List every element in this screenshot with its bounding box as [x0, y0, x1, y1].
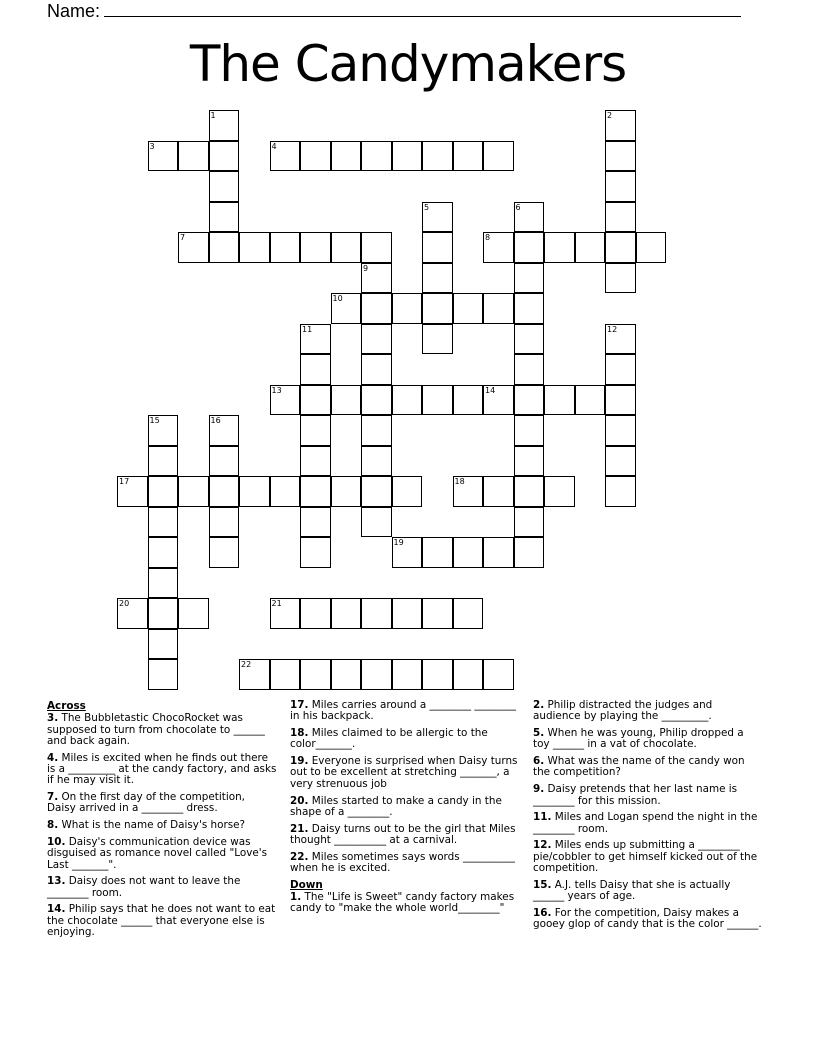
grid-cell[interactable]: [361, 446, 392, 477]
clue-num: 7.: [47, 791, 59, 804]
grid-cell[interactable]: [483, 537, 514, 568]
grid-cell[interactable]: [331, 141, 362, 172]
clue-text: For the competition, Daisy makes a gooey glop of candy that is the color ______.: [533, 906, 762, 931]
grid-cell[interactable]: [300, 232, 331, 263]
grid-cell[interactable]: [300, 659, 331, 690]
grid-cell[interactable]: [178, 598, 209, 629]
grid-cell[interactable]: [239, 476, 270, 507]
clue-item: [533, 908, 763, 931]
grid-cell[interactable]: [209, 446, 240, 477]
grid-cell[interactable]: [605, 263, 636, 294]
grid-cell[interactable]: [148, 568, 179, 599]
clue-item: [47, 837, 277, 871]
clue-item: [533, 812, 763, 835]
grid-cell[interactable]: [605, 476, 636, 507]
grid-cell[interactable]: [422, 537, 453, 568]
grid-cell[interactable]: [331, 476, 362, 507]
grid-cell[interactable]: [453, 537, 484, 568]
clue-number: 17: [119, 477, 130, 486]
grid-cell[interactable]: [514, 293, 545, 324]
grid-cell[interactable]: [453, 141, 484, 172]
clue-item: [533, 880, 763, 903]
clue-item: [47, 713, 277, 747]
clue-number: 5: [424, 202, 430, 212]
clue-number: 10: [332, 294, 343, 303]
grid-cell[interactable]: [483, 476, 514, 507]
grid-cell[interactable]: [300, 537, 331, 568]
grid-cell[interactable]: [605, 202, 636, 233]
grid-cell[interactable]: [544, 476, 575, 507]
grid-cell[interactable]: [361, 507, 392, 538]
clue-text: Miles sometimes says words __________ when he is excited.: [290, 850, 515, 875]
grid-cell[interactable]: [453, 598, 484, 629]
grid-cell[interactable]: [361, 415, 392, 446]
clue-num: 6.: [533, 755, 545, 768]
grid-cell[interactable]: [361, 232, 392, 263]
clue-number: 19: [393, 538, 404, 547]
grid-cell[interactable]: [636, 232, 667, 263]
clue-text: A.J. tells Daisy that she is actually ______ years of age.: [533, 878, 731, 903]
name-label: Name:: [47, 1, 101, 21]
clue-number: 20: [119, 599, 130, 608]
grid-cell[interactable]: [422, 263, 453, 294]
clue-text: Philip distracted the judges and audience by playing the _________.: [533, 699, 713, 723]
clue-number: 6: [515, 202, 521, 212]
grid-cell[interactable]: [300, 354, 331, 385]
grid-cell[interactable]: [209, 537, 240, 568]
clue-text: The Bubbletastic ChocoRocket was supposed to turn from chocolate to ______ and back again.: [47, 712, 265, 747]
grid-cell[interactable]: [575, 385, 606, 416]
clue-item: [533, 756, 763, 779]
clue-number: 11: [302, 324, 313, 334]
down-clues-continued: [533, 700, 763, 936]
clue-text: On the first day of the competition, Daisy arrived in a ________ dress.: [47, 791, 245, 815]
clue-item: [290, 728, 520, 751]
clue-num: 21.: [290, 822, 309, 835]
clue-num: 8.: [47, 819, 59, 832]
grid-cell[interactable]: [270, 232, 301, 263]
clue-text: Miles is excited when he finds out there is a _________ at the candy factory, and asks if he may visit it.: [47, 751, 277, 787]
clue-number: 16: [210, 416, 221, 425]
clue-item: [290, 892, 520, 915]
clue-text: Miles started to make a candy in the shape of a ________.: [290, 794, 502, 818]
clue-text: Everyone is surprised when Daisy turns out to be excellent at stretching _______, a very strenuous job: [290, 755, 518, 790]
grid-cell[interactable]: [331, 659, 362, 690]
grid-cell[interactable]: [300, 507, 331, 538]
grid-cell[interactable]: [514, 232, 545, 263]
grid-cell[interactable]: [605, 446, 636, 477]
clue-number: 7: [180, 233, 186, 242]
grid-cell[interactable]: [239, 232, 270, 263]
clue-number: 15: [149, 416, 160, 425]
grid-cell[interactable]: [209, 476, 240, 507]
grid-cell[interactable]: [392, 659, 423, 690]
clue-number: 14: [485, 385, 496, 395]
clue-text: Miles claimed to be allergic to the color_______.: [290, 727, 488, 751]
down-heading: Down: [290, 878, 323, 891]
grid-cell[interactable]: [300, 598, 331, 629]
clue-num: 12.: [533, 839, 552, 852]
clue-num: 16.: [533, 906, 552, 919]
clue-text: Miles carries around a ________ ________ in his backpack.: [290, 699, 516, 723]
grid-cell[interactable]: [209, 141, 240, 172]
clue-item: [290, 796, 520, 819]
grid-cell[interactable]: [422, 293, 453, 324]
clue-item: [533, 784, 763, 807]
grid-cell[interactable]: [392, 141, 423, 172]
grid-cell[interactable]: [605, 354, 636, 385]
grid-cell[interactable]: [300, 415, 331, 446]
grid-cell[interactable]: [148, 598, 179, 629]
clue-item: [47, 876, 277, 899]
clue-num: 15.: [533, 878, 552, 891]
clue-text: Miles ends up submitting a ________ pie/cobbler to get himself kicked out of the competition.: [533, 839, 758, 875]
grid-cell[interactable]: [361, 324, 392, 355]
grid-cell[interactable]: [514, 385, 545, 416]
grid-cell[interactable]: [605, 385, 636, 416]
grid-cell[interactable]: [514, 415, 545, 446]
clue-item: [533, 700, 763, 723]
grid-cell[interactable]: [300, 446, 331, 477]
clue-num: 19.: [290, 755, 309, 768]
clue-num: 1.: [290, 891, 302, 904]
grid-cell[interactable]: [605, 141, 636, 172]
grid-cell[interactable]: [148, 476, 179, 507]
grid-cell[interactable]: [422, 324, 453, 355]
grid-cell[interactable]: [422, 659, 453, 690]
clue-num: 10.: [47, 835, 66, 848]
clue-num: 5.: [533, 727, 545, 740]
grid-cell[interactable]: [453, 385, 484, 416]
clue-num: 9.: [533, 783, 545, 796]
clue-text: What was the name of the candy won the competition?: [533, 755, 745, 779]
grid-cell[interactable]: [605, 171, 636, 202]
grid-cell[interactable]: [422, 141, 453, 172]
grid-cell[interactable]: [270, 476, 301, 507]
clue-item: [533, 728, 763, 751]
grid-cell[interactable]: [514, 537, 545, 568]
grid-cell[interactable]: [453, 293, 484, 324]
clue-num: 22.: [290, 850, 309, 863]
grid-cell[interactable]: [148, 537, 179, 568]
grid-cell[interactable]: [148, 659, 179, 690]
grid-cell[interactable]: [514, 446, 545, 477]
clue-text: Daisy pretends that her last name is ________ for this mission.: [533, 783, 738, 807]
clue-num: 20.: [290, 794, 309, 807]
grid-cell[interactable]: [483, 659, 514, 690]
grid-cell[interactable]: [483, 141, 514, 172]
grid-cell[interactable]: [392, 293, 423, 324]
clue-number: 13: [271, 385, 282, 395]
clue-item: [290, 824, 520, 847]
grid-cell[interactable]: [361, 141, 392, 172]
grid-cell[interactable]: [300, 476, 331, 507]
across-clues-continued: [290, 700, 520, 920]
clue-number: 12: [607, 324, 618, 334]
grid-cell[interactable]: [392, 476, 423, 507]
grid-cell[interactable]: [270, 659, 301, 690]
clue-item: [47, 792, 277, 815]
clue-item: [290, 700, 520, 723]
clue-num: 11.: [533, 811, 552, 824]
clue-text: Daisy's communication device was disguised as romance novel called "Love's Last _______".: [47, 835, 268, 871]
grid-cell[interactable]: [300, 385, 331, 416]
clue-number: 22: [241, 660, 252, 669]
grid-cell[interactable]: [361, 385, 392, 416]
grid-cell[interactable]: [422, 232, 453, 263]
grid-cell[interactable]: [331, 385, 362, 416]
clue-number: 3: [149, 141, 155, 151]
clue-item: [47, 820, 277, 831]
clue-text: When he was young, Philip dropped a toy ______ in a vat of chocolate.: [533, 727, 744, 751]
clue-item: [533, 840, 763, 874]
clue-num: 3.: [47, 712, 59, 725]
grid-cell[interactable]: [514, 263, 545, 294]
grid-cell[interactable]: [148, 507, 179, 538]
clue-text: Miles and Logan spend the night in the ________ room.: [533, 811, 758, 835]
clue-text: What is the name of Daisy's horse?: [58, 819, 246, 832]
grid-cell[interactable]: [483, 293, 514, 324]
page-title: The Candymakers: [189, 35, 627, 93]
grid-cell[interactable]: [514, 476, 545, 507]
grid-cell[interactable]: [392, 598, 423, 629]
clue-number: 4: [271, 141, 277, 151]
grid-cell[interactable]: [392, 385, 423, 416]
clue-num: 13.: [47, 875, 66, 888]
grid-cell[interactable]: [422, 598, 453, 629]
clue-item: [47, 753, 277, 787]
grid-cell[interactable]: [361, 354, 392, 385]
grid-cell[interactable]: [331, 598, 362, 629]
clue-number: 9: [363, 263, 369, 273]
grid-cell[interactable]: [514, 354, 545, 385]
across-clues: [47, 700, 277, 944]
clue-num: 18.: [290, 727, 309, 740]
grid-cell[interactable]: [361, 659, 392, 690]
clue-text: Daisy turns out to be the girl that Miles thought __________ at a carnival.: [290, 822, 516, 846]
grid-cell[interactable]: [422, 385, 453, 416]
clue-number: 18: [454, 477, 465, 486]
grid-cell[interactable]: [361, 293, 392, 324]
clue-num: 14.: [47, 903, 66, 916]
clue-number: 21: [271, 599, 282, 608]
grid-cell[interactable]: [209, 232, 240, 263]
grid-cell[interactable]: [178, 476, 209, 507]
grid-cell[interactable]: [605, 232, 636, 263]
clue-text: Philip says that he does not want to eat the chocolate ______ that everyone else is enjoying.: [47, 903, 276, 939]
grid-cell[interactable]: [148, 446, 179, 477]
grid-cell[interactable]: [544, 385, 575, 416]
clue-number: 2: [607, 111, 613, 120]
clue-item: [290, 756, 520, 790]
clue-number: 8: [485, 233, 491, 242]
grid-cell[interactable]: [209, 507, 240, 538]
clue-num: 17.: [290, 699, 309, 711]
grid-cell[interactable]: [178, 141, 209, 172]
grid-cell[interactable]: [605, 415, 636, 446]
clue-text: The "Life is Sweet" candy factory makes candy to "make the whole world________": [290, 891, 515, 915]
clue-item: [290, 852, 520, 875]
grid-cell[interactable]: [514, 324, 545, 355]
clue-item: [47, 904, 277, 938]
grid-cell[interactable]: [361, 598, 392, 629]
grid-cell[interactable]: [453, 659, 484, 690]
grid-cell[interactable]: [300, 141, 331, 172]
across-heading: Across: [47, 700, 86, 712]
grid-cell[interactable]: [544, 232, 575, 263]
grid-cell[interactable]: [331, 232, 362, 263]
grid-cell[interactable]: [209, 202, 240, 233]
grid-cell[interactable]: [514, 507, 545, 538]
clue-num: 2.: [533, 699, 545, 711]
clue-num: 4.: [47, 751, 59, 764]
clue-number: 1: [210, 111, 216, 120]
grid-cell[interactable]: [361, 476, 392, 507]
grid-cell[interactable]: [209, 171, 240, 202]
grid-cell[interactable]: [575, 232, 606, 263]
clue-text: Daisy does not want to leave the ________ room.: [47, 875, 241, 899]
grid-cell[interactable]: [148, 629, 179, 660]
